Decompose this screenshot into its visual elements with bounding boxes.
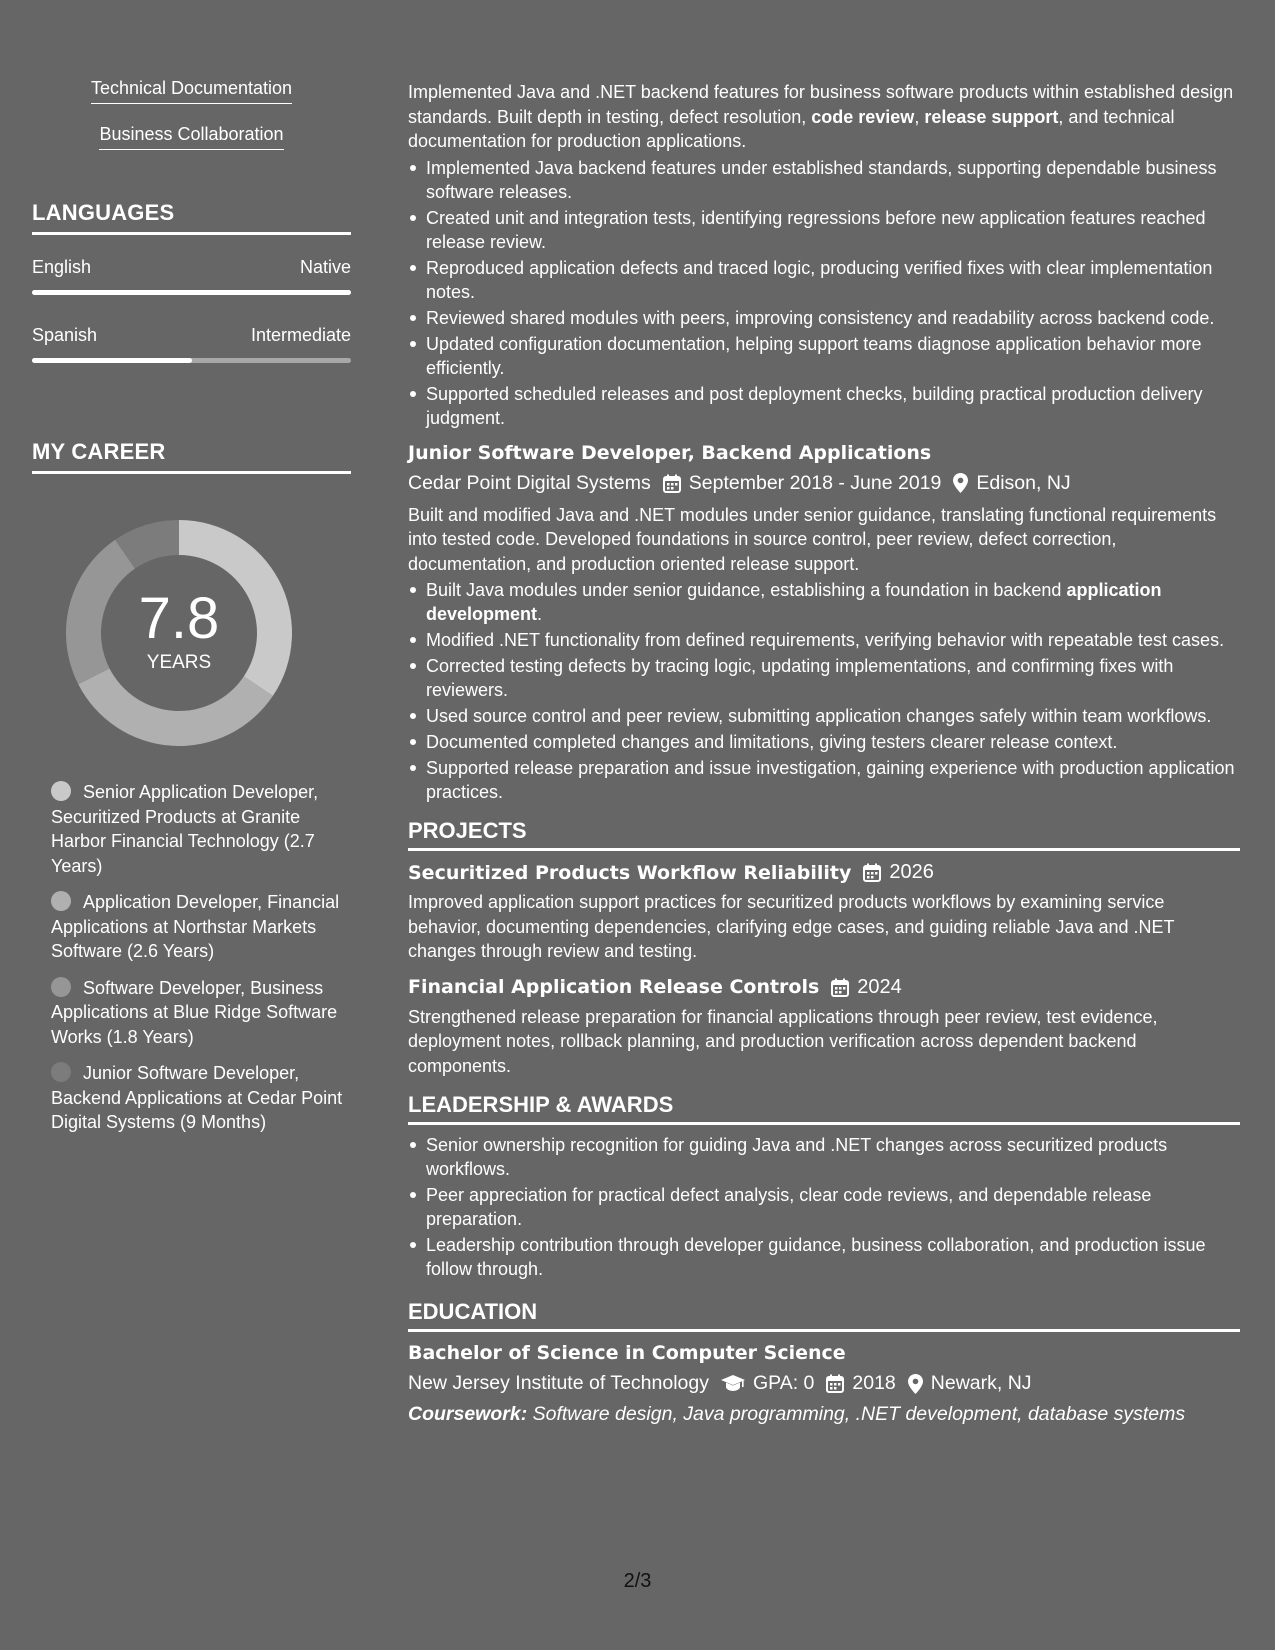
bullet-item: Documented completed changes and limitations, giving testers clearer release context. [408,730,1240,754]
career-unit: YEARS [146,652,212,673]
bullet-item: Senior ownership recognition for guiding Java and .NET changes across securitized products workflows. [408,1133,1240,1181]
career-donut [64,518,294,748]
bullet-item: Used source control and peer review, submitting application changes safely within team workflows. [408,704,1240,728]
experience-summary: Implemented Java and .NET backend features for business software products within established design standards. Built depth in testing, defect resolution, code review, release support, and technical documentation for production applications. [408,82,1234,151]
career-total: 7.8 [138,586,220,651]
bullet-item: Supported release preparation and issue investigation, gaining experience with production application practices. [408,756,1240,804]
calendar-icon [663,474,681,493]
bullet-item: Built Java modules under senior guidance, establishing a foundation in backend application development. [408,578,1240,626]
career-legend-label: Software Developer, Business Applications at Blue Ridge Software Works (1.8 Years) [51,977,338,1047]
language-bar [32,290,351,295]
leadership-bullets [408,1133,1240,1281]
project-title: Securitized Products Workflow Reliability [408,861,852,884]
career-title: MY CAREER [32,439,351,474]
calendar-icon [831,978,849,997]
bullet-item: Peer appreciation for practical defect analysis, clear code reviews, and dependable release preparation. [408,1183,1240,1231]
main-content [408,80,1240,1426]
calendar-icon [826,1374,844,1393]
job-location: Edison, NJ [976,471,1071,494]
language-bar-fill [32,358,192,363]
legend-dot-icon [51,977,71,997]
career-legend-item [32,1061,351,1135]
job-bullets [408,578,1240,804]
career-legend-item [32,976,351,1050]
school-location: Newark, NJ [930,1372,1032,1394]
bullet-item: Updated configuration documentation, helping support teams diagnose application behavior more efficiently. [408,332,1240,380]
project-title: Financial Application Release Controls [408,976,820,998]
job-meta [408,472,1240,495]
skill-tag[interactable]: Business Collaboration [99,124,283,150]
languages-title: LANGUAGES [32,200,351,235]
coursework-list: Software design, Java programming, .NET development, database systems [532,1403,1186,1425]
bullet-item: Supported scheduled releases and post deployment checks, building practical production delivery judgment. [408,382,1240,430]
legend-dot-icon [51,781,71,801]
legend-dot-icon [51,891,71,911]
page-number: 2/3 [623,1570,652,1592]
sidebar [32,78,351,1147]
bullet-item: Leadership contribution through developer guidance, business collaboration, and production issue follow through. [408,1233,1240,1281]
project-description: Improved application support practices for securitized products workflows by examining service behavior, documenting dependencies, clarifying edge cases, and guiding reliable Java and .NET changes through review and testing. [408,892,1175,961]
career-legend-label: Application Developer, Financial Applications at Northstar Markets Software (2.6 Years) [51,892,340,961]
language-name: English [32,257,92,277]
language-item [32,325,351,363]
career-legend [32,780,351,1135]
donut-segment [78,668,273,746]
education-meta [408,1372,1240,1395]
coursework [408,1403,1240,1426]
career-legend-label: Senior Application Developer, Securitized Products at Granite Harbor Financial Technology (2.7 Years) [51,782,319,876]
career-legend-item [32,780,351,878]
project-description: Strengthened release preparation for financial applications through peer review, test evidence, deployment notes, rollback planning, and production verification across dependent backend components. [408,1006,1158,1076]
language-name: Spanish [32,325,98,345]
project-year: 2026 [889,861,934,883]
bullet-item: Reviewed shared modules with peers, improving consistency and readability across backend code. [408,306,1240,330]
coursework-label: Coursework: [408,1403,528,1425]
bullet-item: Created unit and integration tests, identifying regressions before new application features reached release review. [408,206,1240,254]
map-pin-icon [908,1374,923,1394]
bullet-item: Reproduced application defects and traced logic, producing verified fixes with clear implementation notes. [408,256,1240,304]
school-name: New Jersey Institute of Technology [408,1372,709,1394]
language-level: Native [299,257,351,277]
project-title-row [408,861,1240,884]
language-bar [32,358,351,363]
legend-dot-icon [51,1062,71,1082]
career-legend-label: Junior Software Developer, Backend Applications at Cedar Point Digital Systems (9 Months) [51,1063,343,1132]
job-summary: Built and modified Java and .NET modules under senior guidance, translating functional requirements into tested code. Developed foundations in source control, peer review, defect correction, documentation, and production oriented release support. [408,504,1217,574]
graduation-year: 2018 [852,1372,896,1394]
bullet-item: Implemented Java backend features under established standards, supporting dependable business software releases. [408,156,1240,204]
language-level: Intermediate [250,325,351,345]
job-dates: September 2018 - June 2019 [688,471,942,494]
map-pin-icon [953,473,968,493]
projects-title: PROJECTS [408,818,1240,851]
project-title-row [408,976,1240,999]
project-year: 2024 [857,975,902,998]
degree: Bachelor of Science in Computer Science [408,1342,846,1364]
job-company: Cedar Point Digital Systems [408,471,651,494]
skill-tag[interactable]: Technical Documentation [91,78,292,104]
language-bar-fill [32,290,351,295]
bullet-item: Modified .NET functionality from defined requirements, verifying behavior with repeatable test cases. [408,628,1240,652]
experience-bullets [408,156,1240,430]
career-legend-item [32,890,351,964]
gpa: GPA: 0 [752,1372,815,1394]
leadership-title: LEADERSHIP & AWARDS [408,1092,1240,1125]
calendar-icon [863,863,881,882]
bullet-item: Corrected testing defects by tracing logic, updating implementations, and confirming fixes with reviewers. [408,654,1240,702]
graduation-cap-icon [721,1375,745,1392]
language-item [32,257,351,295]
job-title: Junior Software Developer, Backend Applications [408,441,932,464]
education-title: EDUCATION [408,1299,1240,1332]
